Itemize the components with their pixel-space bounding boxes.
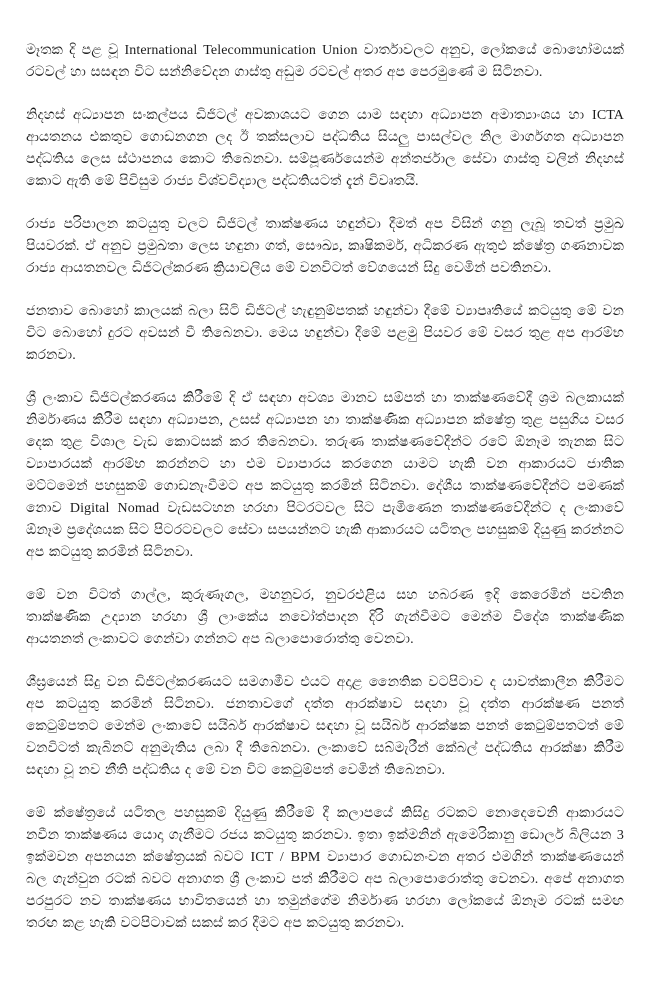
paragraph-ict-bpm-exports: මේ ක්ෂේත්‍රයේ යටිතල පහසුකම් දියුණු කිරීමේ දී කලාපයේ කිසිදු රටකට නොදෙවෙනි ආකාරයට නවීන තාක්ෂණය යොදා ගැනීමට රජය කටයුතු කරනවා. ඉතා ඉක්මනින් ඇමෙරිකානු ඩොලර් බිලියන 3 ඉක්මවන අපනයන ක්ෂේත්‍රයක් බවට ICT / BPM ව්‍යාපාර ගොඩනංවන අතර එමගින් තාක්ෂණයෙන් බල ගැන්වුන රටක් බවට අනාගත ශ්‍රී ලංකාව පත් කිරීමට අප බලාපොරොත්තු වෙනවා. අපේ අනාගත පරපුරට නව තාක්ෂණය භාවිතයෙන් හා තමුන්ගේම නිර්මාණ හරහා ලෝකයේ ඕනෑම රටක් සමඟ තරඟ කළ හැකි වටපිටාවක් සකස් කර දීමට අප කටයුතු කරනවා. [26, 806, 624, 931]
paragraph-technology-parks: මේ වන විටත් ගාල්ල, කුරුණෑගල, මහනුවර, නුවරඑළිය සහ හබරණ ඉදි කෙරෙමින් පවතින තාක්ෂණික උද්‍යාන හරහා ශ්‍රී ලාංකේය නවෝත්පාදන දිරි ගැන්වීමට මෙන්ම විදේශ තාක්ෂණික ආයතනත් ලංකාවට ගෙන්වා ගන්නට අප බලාපොරොත්තු වෙනවා. [26, 588, 624, 647]
paragraph-public-administration-digital: රාජ්‍ය පරිපාලන කටයුතු වලට ඩිජිටල් තාක්ෂණය හඳුන්වා දීමත් අප විසින් ගනු ලැබූ තවත් ප්‍රමුඛ පියවරක්. ඒ අනුව ප්‍රමුඛතා ලෙස හඳුනා ගත්, සෞඛ්‍ය, කෘෂිකර්ම, අධිකරණ ඇතුළු ක්ෂේත්‍ර ගණනාවක රාජ්‍ය ආයතනවල ඩිජිටල්කරණ ක්‍රියාවලිය මේ වනවිටත් වේගයෙන් සිදු වෙමින් පවතිනවා. [26, 217, 624, 276]
paragraph-itu-report: මෑතක දි පළ වූ International Telecommunication Union වාර්තාවලට අනුව, ලෝකයේ බොහෝමයක් රටවල් හා සසඳන විට සන්නිවේදන ගාස්තු අඩුම රටවල් අතර අප පෙරමුණේ ම සිටිනවා. [26, 43, 624, 80]
paragraph-workforce-digital-nomad: ශ්‍රී ලංකාව ඩිජිටල්කරණය කිරීමේ දි ඒ සඳහා අවශ්‍ය මානව සම්පත් හා තාක්ෂණවේදී ශ්‍රම බලකායක් නිර්මාණය කිරීම සඳහා අධ්‍යාපන, උසස් අධ්‍යාපන හා තාක්ෂණික අධ්‍යාපන ක්ෂේත්‍ර තුළ පසුගිය වසර දෙක තුළ විශාල වැඩ කොටසක් කර තිබෙනවා. තරුණ තාක්ෂණවේදීන්ට රටේ ඕනෑම තැනක සිට ව්‍යාපාරයක් ආරම්භ කරන්නට හා එම ව්‍යාපාරය කරගෙන යාමට හැකි වන ආකාරයට ජාතික මට්ටමෙන් පහසුකම් ගොඩනැංවීමට අප කටයුතු කරමින් සිටිනවා. දේශීය තාක්ෂණවේදීන්ට පමණක් නොව Digital Nomad වැඩසටහන හරහා පිටරටවල සිට පැමිණෙන තාක්ෂණවේදීන්ට ද ලංකාවේ ඕනෑම ප්‍රදේශයක සිට පිටරටවලට සේවා සපයන්නට හැකි ආකාරයට යටිතල පහසුකම් දියුණු කරන්නට අප කටයුතු කරමින් සිටිනවා. [26, 391, 624, 560]
paragraph-digital-id-project: ජනතාව බොහෝ කාලයක් බලා සිටි ඩිජිටල් හැඳුනුම්පතක් හඳුන්වා දීමේ ව්‍යාපෘතියේ කටයුතු මේ වන විට බොහෝ දුරට අවසන් වී තිබෙනවා. මෙය හඳුන්වා දීමේ පළමු පියවර මේ වසර තුළ අප ආරම්භ කරනවා. [26, 304, 624, 363]
paragraph-free-education-e-thaksalawa: නිදහස් අධ්‍යාපන සංකල්පය ඩිජිටල් අවකාශයට ගෙන යාම සඳහා අධ්‍යාපන අමාත්‍යාංශය හා ICTA ආයතනය එකතුව ගොඩනගන ලද ඊ තක්සලාව පද්ධතිය සියලු පාසල්වල නිල මාර්ගගත අධ්‍යාපන පද්ධතිය ලෙස ස්ථාපනය කොට තිබෙනවා. සම්පූර්ණයෙන්ම අන්තර්ජාල සේවා ගාස්තු වලින් නිදහස් කොට ඇති මේ පිවිසුම රාජ්‍ය විශ්වවිද්‍යාල පද්ධතියටත් දැන් විවෘතයි. [26, 108, 624, 189]
paragraph-legal-framework-cybersecurity: ශීඝ්‍රයෙන් සිදු වන ඩිජිටල්කරණයට සමගාමීව එයට අදාළ නෛතික වටපිටාව ද යාවත්කාලීන කිරීමට අප කටයුතු කරමින් සිටිනවා. ජනතාවගේ දත්ත ආරක්ෂාව සඳහා වූ දත්ත ආරක්ෂණ පනත් කෙටුම්පතට මෙන්ම ලංකාවේ සයිබර් ආරක්ෂාව සඳහා වූ සයිබර් ආරක්ෂක පනත් කෙටුම්පතටත් මේ වනවිටත් කැබිනට් අනුමැතිය ලබා දී තිබෙනවා. ලංකාවේ සබ්මැරීන් කේබල් පද්ධතිය ආරක්ෂා කිරීම සඳහා වූ නව නීති පද්ධතිය ද මේ වන විට කෙටුම්පත් වෙමින් තිබෙනවා. [26, 675, 624, 778]
